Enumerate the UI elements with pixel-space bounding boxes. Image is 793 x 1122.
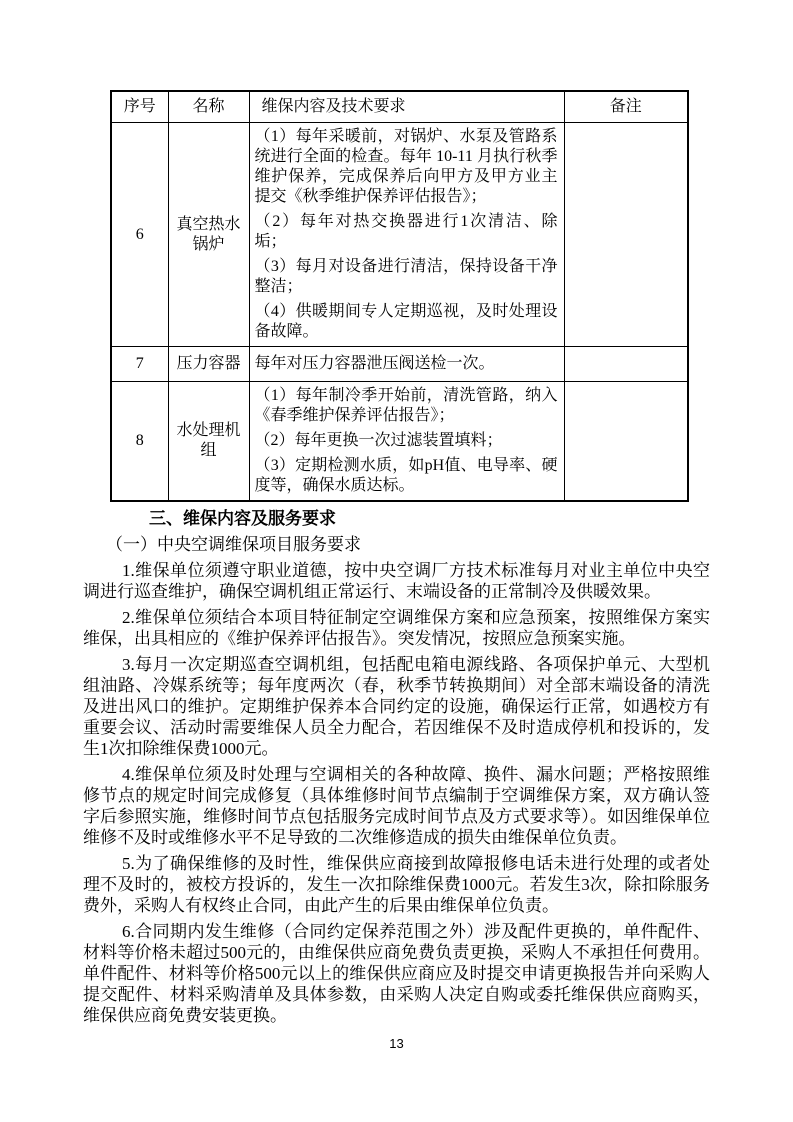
content-item: （1）每年采暖前，对锅炉、水泵及管路系统进行全面的检查。每年 10-11 月执行秋季维护保养，完成保养后向甲方及甲方业主提交《秋季维护保养评估报告》；: [254, 128, 558, 205]
col-header-remark: 备注: [564, 91, 688, 123]
row-7-content: [249, 347, 564, 382]
paragraph-4: 4.维保单位须及时处理与空调相关的各种故障、换件、漏水问题；严格按照维修节点的规定时间完成修复（具体维修时间节点编制于空调维保方案，双方确认签字后参照实施，维修时间节点包括服务完成时间节点及方式要求等）。如因维保单位维修不及时或维修水平不足导致的二次维修造成的损失由维保单位负责。: [83, 765, 710, 847]
content-item: （2）每年更换一次过滤装置填料；: [254, 432, 503, 449]
col-header-no: 序号: [111, 91, 168, 123]
row-6-name: 真空热水锅炉: [168, 123, 249, 347]
row-8-remark: [564, 382, 688, 502]
col-header-name: 名称: [168, 91, 249, 123]
paragraph-5: 5.为了确保维修的及时性，维保供应商接到故障报修电话未进行处理的或者处理不及时的，被校方投诉的，发生一次扣除维保费1000元。若发生3次，除扣除服务费外，采购人有权终止合同，由此产生的后果由维保单位负责。: [83, 854, 710, 915]
section-subheading: （一）中央空调维保项目服务要求: [106, 535, 361, 554]
content-item: （3）每月对设备进行清洁，保持设备干净整洁；: [254, 258, 558, 295]
page-number: 13: [389, 1036, 404, 1051]
row-6-remark: [564, 123, 688, 347]
row-7-no: 7: [111, 347, 168, 382]
content-item: （2）每年对热交换器进行1次清洁、除垢；: [254, 213, 558, 250]
row-8-content: [249, 382, 564, 502]
row-7-remark: [564, 347, 688, 382]
content-item: （4）供暖期间专人定期巡视，及时处理设备故障。: [254, 303, 558, 340]
maintenance-table: [110, 90, 689, 502]
col-header-content: 维保内容及技术要求: [249, 91, 564, 123]
table-row-7: [111, 347, 688, 382]
table-header-row: [111, 91, 688, 123]
table-row-8: [111, 382, 688, 502]
content-item: （1）每年制冷季开始前，清洗管路，纳入《春季维护保养评估报告》；: [254, 387, 558, 424]
row-8-name: 水处理机组: [168, 382, 249, 502]
row-6-no: 6: [111, 123, 168, 347]
row-8-no: 8: [111, 382, 168, 502]
section-maintenance-requirements: [83, 508, 710, 1026]
section-heading: 三、维保内容及服务要求: [149, 509, 336, 528]
paragraph-6: 6.合同期内发生维修（合同约定保养范围之外）涉及配件更换的，单件配件、材料等价格未超过500元的，由维保供应商免费负责更换，采购人不承担任何费用。单件配件、材料等价格500元以上的维保供应商应及时提交申请更换报告并向采购人提交配件、材料采购清单及具体参数，由采购人决定自购或委托维保供应商购买，维保供应商免费安装更换。: [83, 922, 710, 1025]
row-7-name: 压力容器: [168, 347, 249, 382]
paragraph-2: 2.维保单位须结合本项目特征制定空调维保方案和应急预案，按照维保方案实维保，出具相应的《维护保养评估报告》。突发情况，按照应急预案实施。: [83, 608, 710, 648]
paragraph-3: 3.每月一次定期巡查空调机组，包括配电箱电源线路、各项保护单元、大型机组油路、冷媒系统等；每年度两次（春，秋季节转换期间）对全部末端设备的清洗及进出风口的维护。定期维护保养本合同约定的设施，确保运行正常，如遇校方有重要会议、活动时需要维保人员全力配合，若因维保不及时造成停机和投诉的，发生1次扣除维保费1000元。: [83, 655, 710, 758]
table-row-6: [111, 123, 688, 347]
content-item: （3）定期检测水质，如pH值、电导率、硬度等，确保水质达标。: [254, 457, 558, 494]
content-item: 每年对压力容器泄压阀送检一次。: [254, 355, 495, 372]
paragraph-1: 1.维保单位须遵守职业道德，按中央空调厂方技术标准每月对业主单位中央空调进行巡查维护，确保空调机组正常运行、末端设备的正常制冷及供暖效果。: [83, 561, 710, 601]
row-6-content: [249, 123, 564, 347]
